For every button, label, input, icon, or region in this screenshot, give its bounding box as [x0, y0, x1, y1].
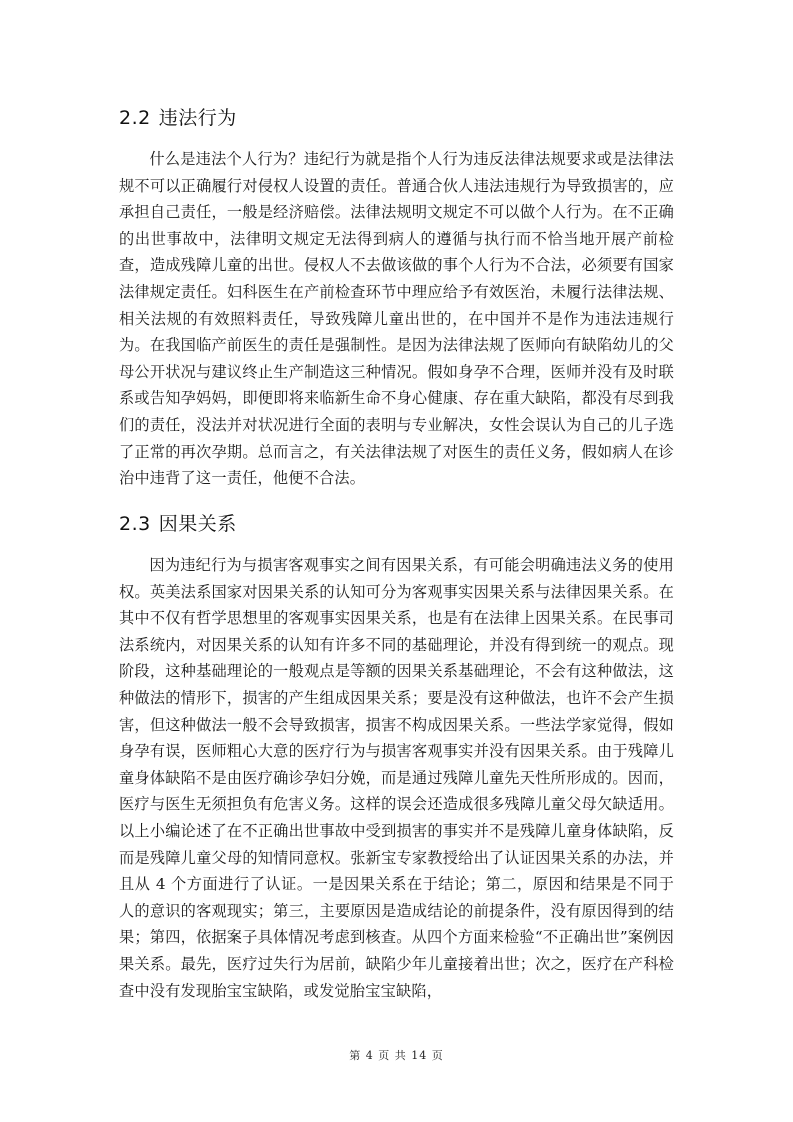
section-heading-2-3: [119, 512, 237, 536]
section-paragraph-2-3: 因为违纪行为与损害客观事实之间有因果关系，有可能会明确违法义务的使用权。英美法系国家对因果关系的认知可分为客观事实因果关系与法律因果关系。在其中不仅有哲学思想里的客观事实因果关系，也是有在法律上因果关系。在民事司法系统内，对因果关系的认知有许多不同的基础理论，并没有得到统一的观点。现阶段，这种基础理论的一般观点是等额的因果关系基础理论，不会有这种做法，这种做法的情形下，损害的产生组成因果关系；要是没有这种做法，也许不会产生损害，但这种做法一般不会导致损害，损害不构成因果关系。一些法学家觉得，假如身孕有误，医师粗心大意的医疗行为与损害客观事实并没有因果关系。由于残障儿童身体缺陷不是由医疗确诊孕妇分娩，而是通过残障儿童先天性所形成的。因而，医疗与医生无须担负有危害义务。这样的误会还造成很多残障儿童父母欠缺适用。以上小编论述了在不正确出世事故中受到损害的事实并不是残障儿童身体缺陷，反而是残障儿童父母的知情同意权。张新宝专家教授给出了认证因果关系的办法，并且从 4 个方面进行了认证。一是因果关系在于结论；第二，原因和结果是不同于人的意识的客观现实；第三，主要原因是造成结论的前提条件，没有原因得到的结果；第四，依据案子具体情况考虑到核查。从四个方面来检验“不正确出世”案例因果关系。最先，医疗过失行为居前，缺陷少年儿童接着出世；次之，医疗在产科检查中没有发现胎宝宝缺陷，或发觉胎宝宝缺陷，: [119, 556, 674, 1000]
section-heading-2-2: [119, 106, 237, 130]
section-number: 2.2: [119, 107, 151, 129]
section-title: 违法行为: [158, 107, 237, 129]
section-number: 2.3: [119, 513, 151, 535]
section-paragraph-2-2: 什么是违法个人行为？违纪行为就是指个人行为违反法律法规要求或是法律法规不可以正确履行对侵权人设置的责任。普通合伙人违法违规行为导致损害的，应承担自己责任，一般是经济赔偿。法律法规明文规定不可以做个人行为。在不正确的出世事故中，法律明文规定无法得到病人的遵循与执行而不恰当地开展产前检查，造成残障儿童的出世。侵权人不去做该做的事个人行为不合法，必须要有国家法律规定责任。妇科医生在产前检查环节中理应给予有效医治，未履行法律法规、相关法规的有效照料责任，导致残障儿童出世的，在中国并不是作为违法违规行为。在我国临产前医生的责任是强制性。是因为法律法规了医师向有缺陷幼儿的父母公开状况与建议终止生产制造这三种情况。假如身孕不合理，医师并没有及时联系或告知孕妈妈，即便即将来临新生命不身心健康、存在重大缺陷，都没有尽到我们的责任，没法并对状况进行全面的表明与专业解决，女性会误认为自己的儿子选了正常的再次孕期。总而言之，有关法律法规了对医生的责任义务，假如病人在诊治中违背了这一责任，他便不合法。: [119, 150, 674, 488]
section-title: 因果关系: [158, 513, 237, 535]
page-number-footer: 第 4 页 共 14 页: [349, 1049, 444, 1062]
